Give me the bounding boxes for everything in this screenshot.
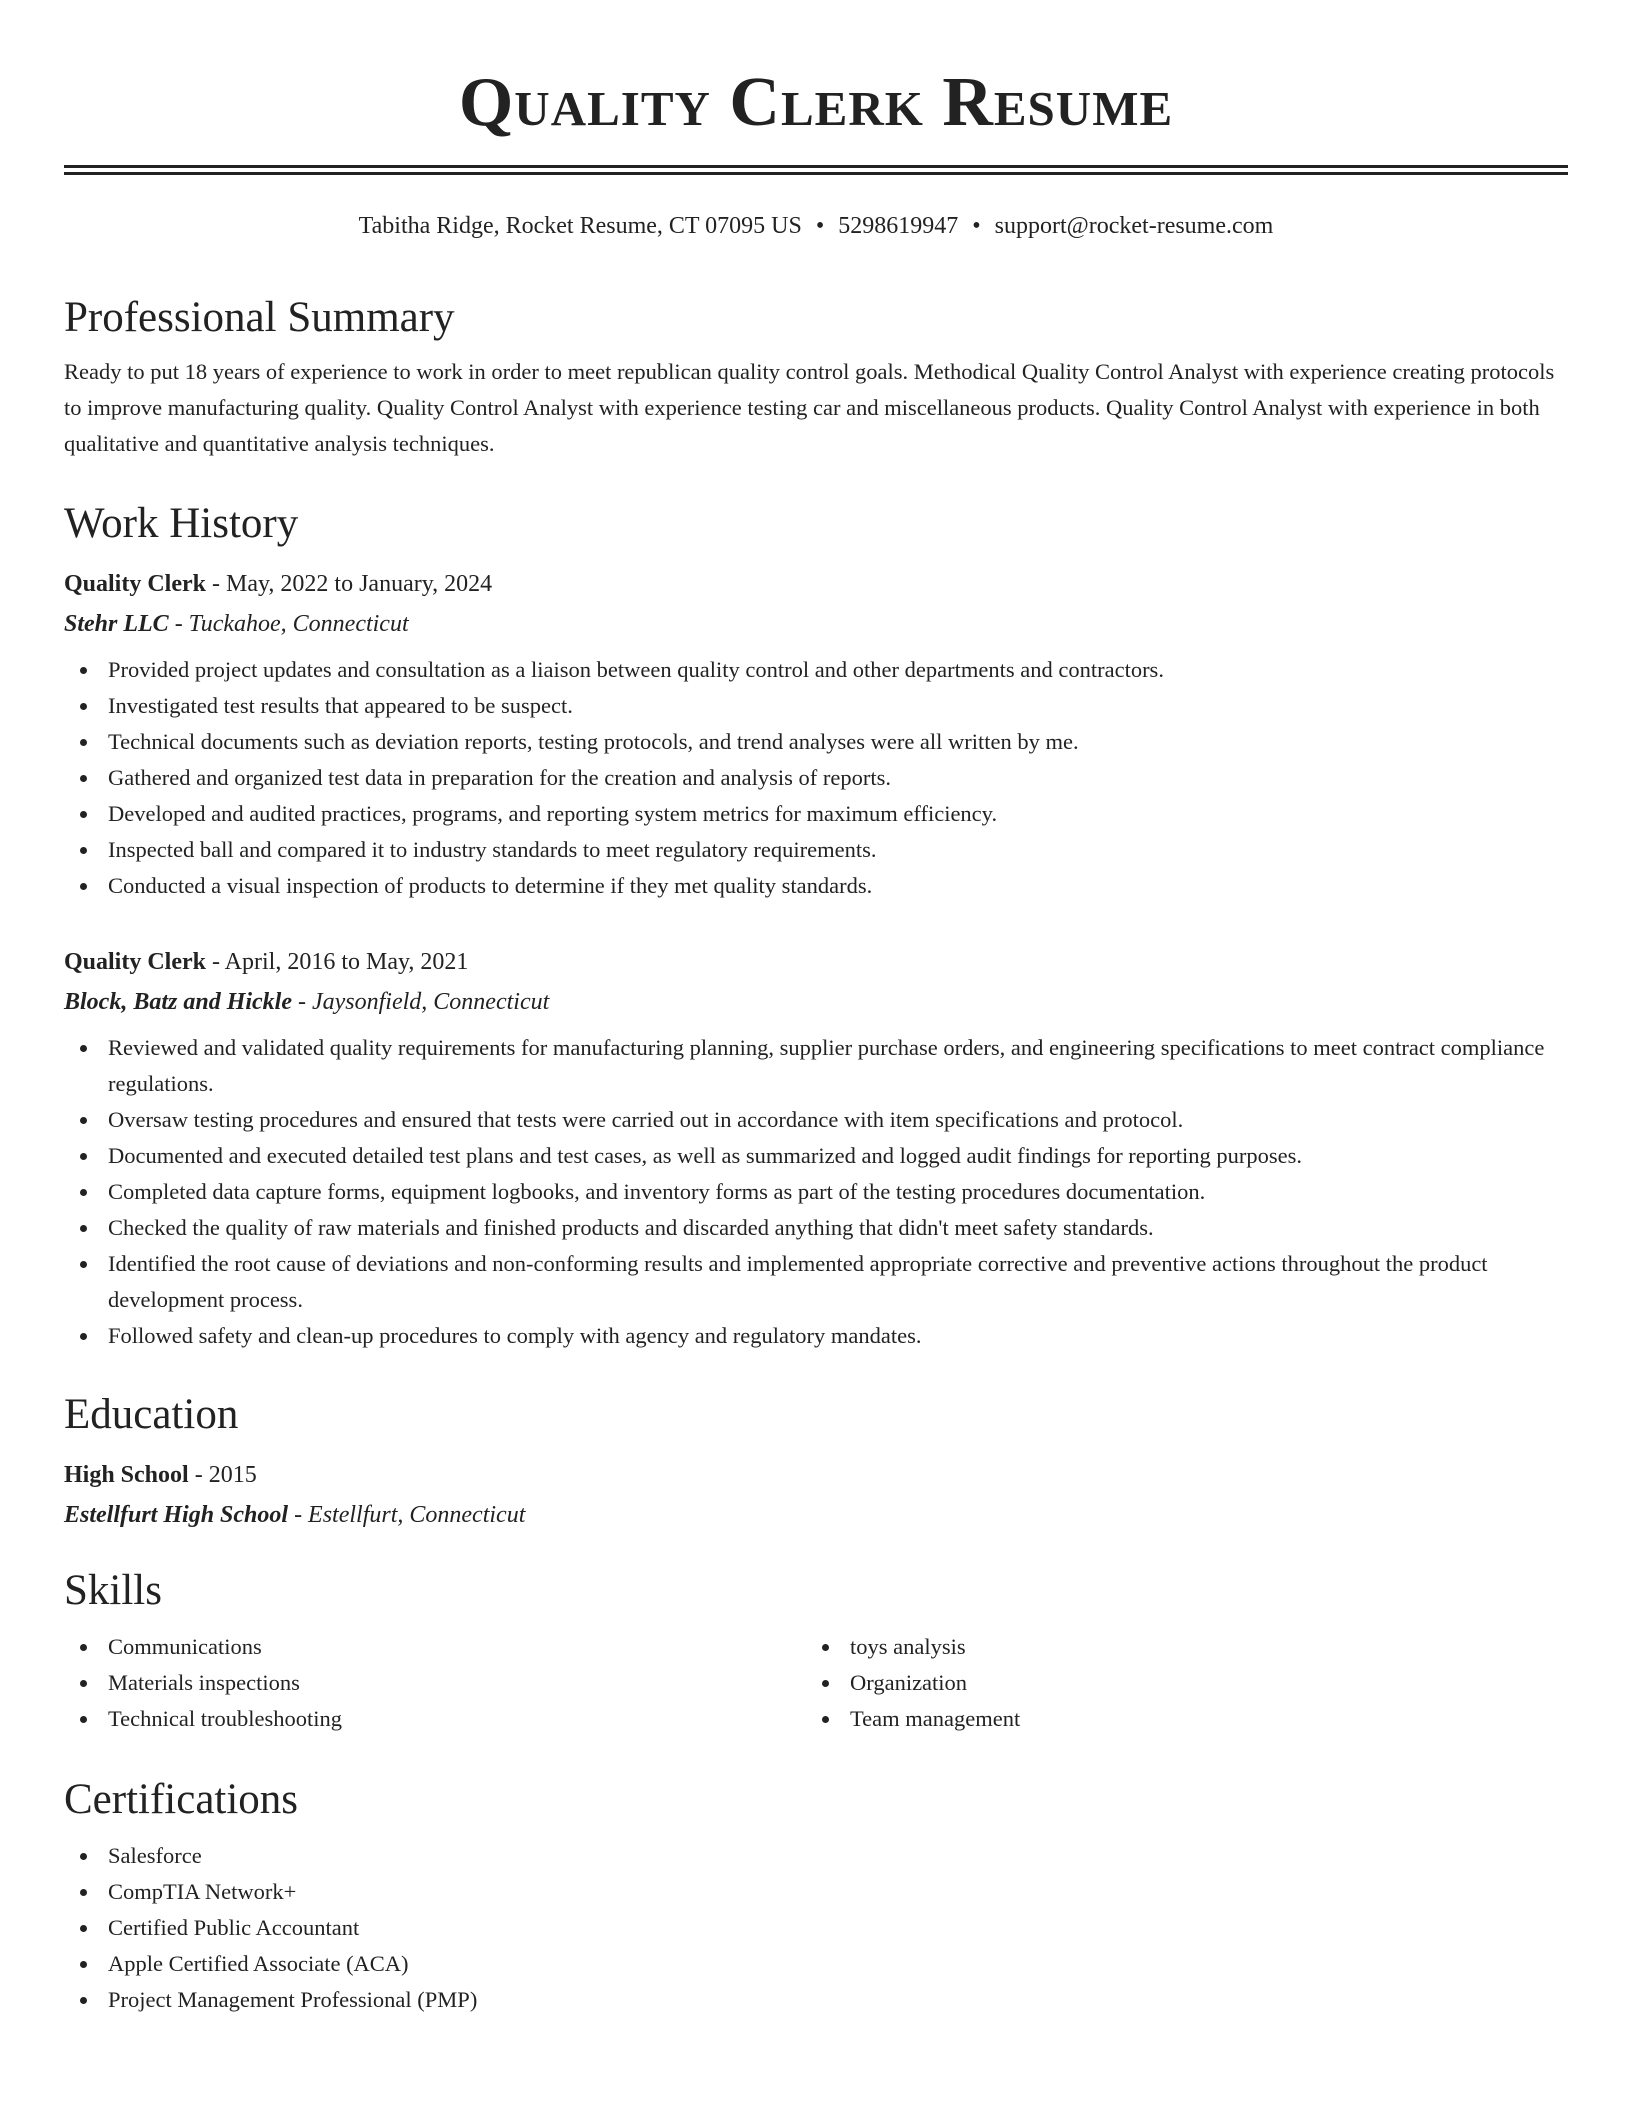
list-item: Followed safety and clean-up procedures to comply with agency and regulatory mandates. xyxy=(64,1318,1568,1354)
school-line xyxy=(64,1495,1568,1535)
contact-separator: • xyxy=(815,213,825,239)
employer-line xyxy=(64,982,1568,1022)
list-item: Conducted a visual inspection of products to determine if they met quality standards. xyxy=(64,868,1568,904)
degree: High School xyxy=(64,1462,189,1488)
list-item: Project Management Professional (PMP) xyxy=(64,1982,1568,2018)
job-title-line xyxy=(64,942,1568,982)
employer-line xyxy=(64,604,1568,644)
list-item: Developed and audited practices, programs, and reporting system metrics for maximum efficiency. xyxy=(64,796,1568,832)
school-location: - Estellfurt, Connecticut xyxy=(288,1502,526,1528)
job-dates: - May, 2022 to January, 2024 xyxy=(206,571,493,597)
skills-heading: Skills xyxy=(64,1567,162,1614)
list-item: Salesforce xyxy=(64,1838,1568,1874)
list-item: Gathered and organized test data in preparation for the creation and analysis of reports. xyxy=(64,760,1568,796)
job-bullets xyxy=(64,652,1568,904)
list-item: Identified the root cause of deviations and non-conforming results and implemented appropriate corrective and preventive actions throughout the product development process. xyxy=(64,1246,1568,1318)
summary-heading: Professional Summary xyxy=(64,294,455,341)
work-history-section xyxy=(64,498,1568,904)
list-item: Checked the quality of raw materials and finished products and discarded anything that didn't meet safety standards. xyxy=(64,1210,1568,1246)
list-item: Investigated test results that appeared to be suspect. xyxy=(64,688,1568,724)
resume-page xyxy=(64,0,1568,2012)
employer-name: Stehr LLC xyxy=(64,611,169,637)
list-item: Organization xyxy=(806,1665,1548,1701)
list-item: Completed data capture forms, equipment logbooks, and inventory forms as part of the testing procedures documentation. xyxy=(64,1174,1568,1210)
list-item: Documented and executed detailed test plans and test cases, as well as summarized and logged audit findings for reporting purposes. xyxy=(64,1138,1568,1174)
list-item: Apple Certified Associate (ACA) xyxy=(64,1946,1568,1982)
education-section xyxy=(64,1389,1568,1535)
list-item: Team management xyxy=(806,1701,1548,1737)
contact-address: Tabitha Ridge, Rocket Resume, CT 07095 US xyxy=(358,213,802,239)
contact-phone: 5298619947 xyxy=(838,213,959,239)
list-item: Communications xyxy=(64,1629,806,1665)
school-name: Estellfurt High School xyxy=(64,1502,289,1528)
list-item: Oversaw testing procedures and ensured that tests were carried out in accordance with item specifications and protocol. xyxy=(64,1102,1568,1138)
summary-text: Ready to put 18 years of experience to work in order to meet republican quality control goals. Methodical Quality Control Analyst with experience creating protocols to improve manufacturing quality. Quality Control Analyst with experience testing car and miscellaneous products. Quality Control Analyst with experience in both qualitative and quantitative analysis techniques. xyxy=(64,359,1555,456)
list-item: toys analysis xyxy=(806,1629,1548,1665)
job-title: Quality Clerk xyxy=(64,949,206,975)
job-title: Quality Clerk xyxy=(64,571,206,597)
skills-left-column xyxy=(64,1629,806,1737)
graduation-year: - 2015 xyxy=(188,1462,257,1488)
contact-email: support@rocket-resume.com xyxy=(994,213,1274,239)
skills-columns xyxy=(64,1629,1568,1737)
degree-line xyxy=(64,1455,1568,1495)
contact-line xyxy=(64,211,1568,241)
job-bullets xyxy=(64,1030,1568,1354)
summary-section xyxy=(64,292,1568,462)
list-item: Inspected ball and compared it to industry standards to meet regulatory requirements. xyxy=(64,832,1568,868)
certifications-section xyxy=(64,1774,1568,2018)
education-heading: Education xyxy=(64,1391,239,1438)
work-history-heading: Work History xyxy=(64,500,299,547)
list-item: Technical documents such as deviation reports, testing protocols, and trend analyses were all written by me. xyxy=(64,724,1568,760)
list-item: Certified Public Accountant xyxy=(64,1910,1568,1946)
employer-name: Block, Batz and Hickle xyxy=(64,989,292,1015)
employer-location: - Jaysonfield, Connecticut xyxy=(292,989,550,1015)
list-item: Materials inspections xyxy=(64,1665,806,1701)
job-entry xyxy=(64,942,1568,1354)
title-double-rule xyxy=(64,165,1568,175)
list-item: CompTIA Network+ xyxy=(64,1874,1568,1910)
list-item: Technical troubleshooting xyxy=(64,1701,806,1737)
employer-location: - Tuckahoe, Connecticut xyxy=(168,611,409,637)
contact-separator: • xyxy=(972,213,981,239)
list-item: Reviewed and validated quality requirements for manufacturing planning, supplier purchase orders, and engineering specifications to meet contract compliance regulations. xyxy=(64,1030,1568,1102)
list-item: Provided project updates and consultation as a liaison between quality control and other departments and contractors. xyxy=(64,652,1568,688)
page-title: Quality Clerk Resume xyxy=(458,64,1174,141)
job-entry xyxy=(64,564,1568,904)
certifications-list xyxy=(64,1838,1568,2018)
job-title-line xyxy=(64,564,1568,604)
skills-section xyxy=(64,1565,1568,1737)
education-entry xyxy=(64,1455,1568,1535)
certifications-heading: Certifications xyxy=(64,1776,299,1823)
skills-right-column xyxy=(806,1629,1548,1737)
job-dates: - April, 2016 to May, 2021 xyxy=(206,949,469,975)
